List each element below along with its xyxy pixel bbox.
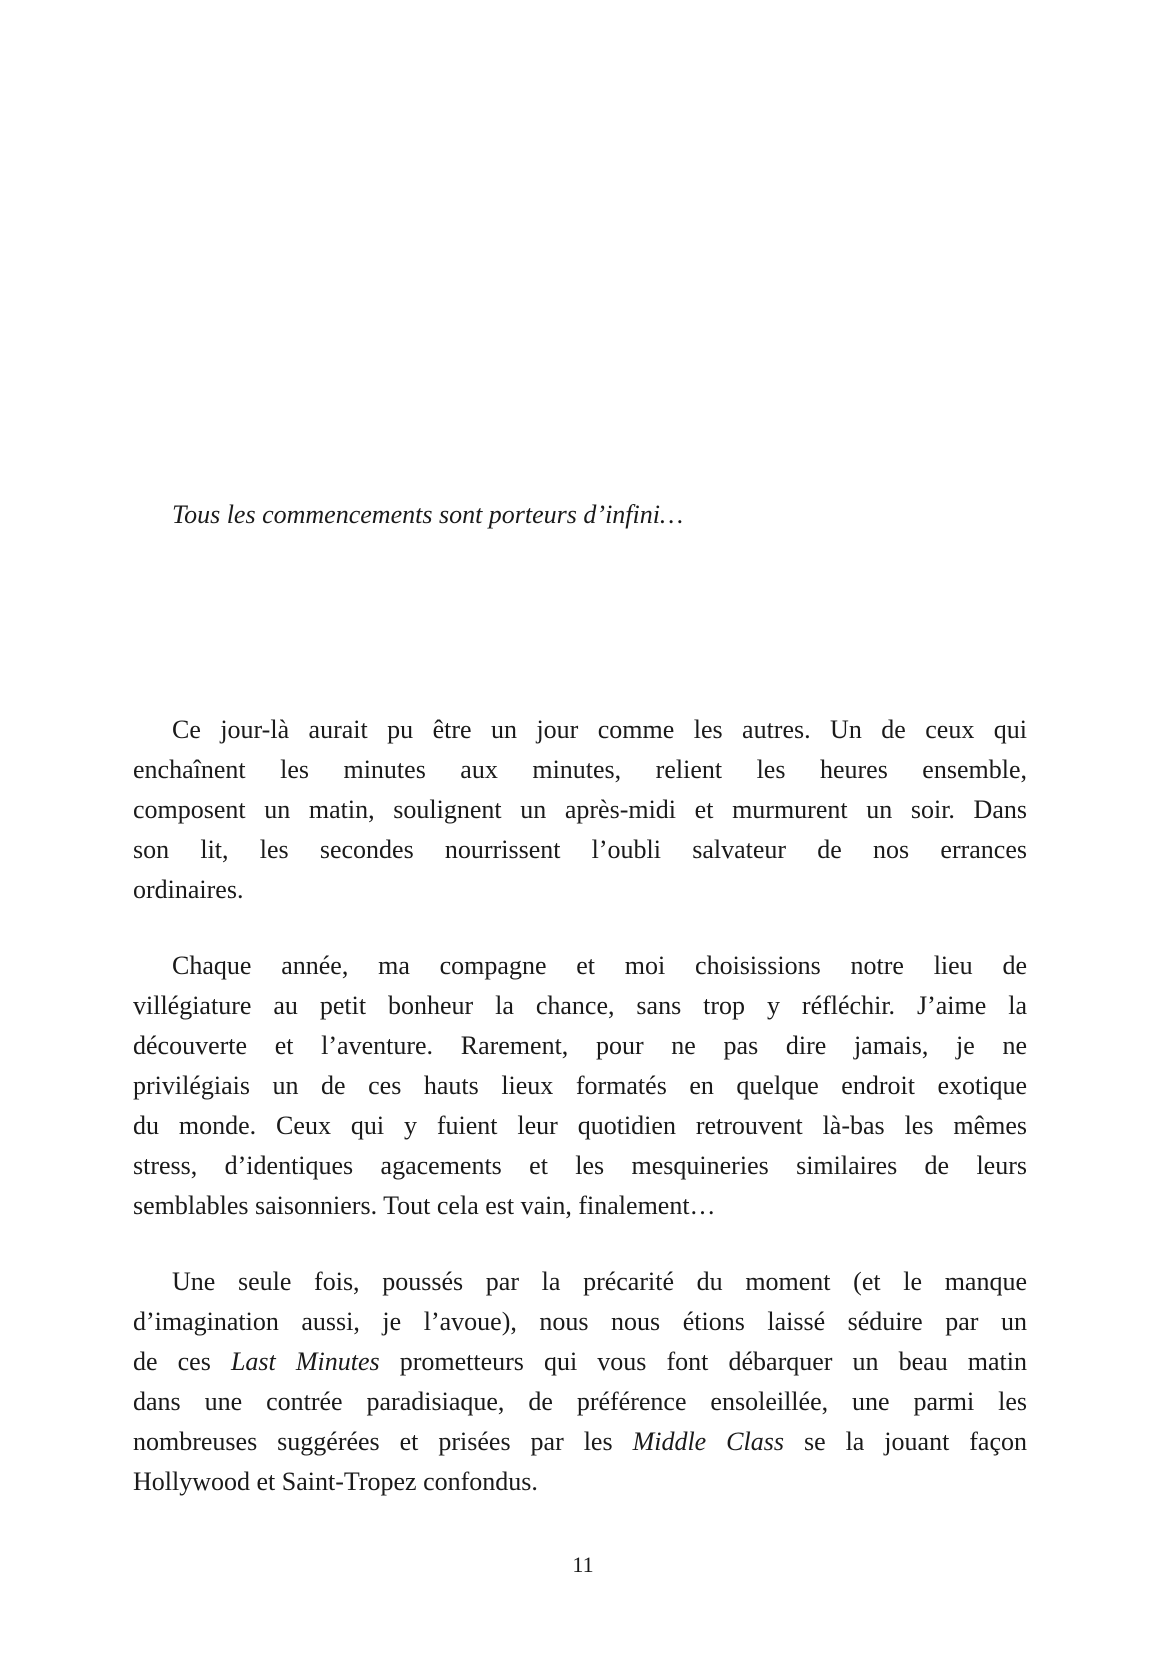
epigraph: Tous les commencements sont porteurs d’infini… bbox=[172, 500, 684, 529]
paragraph-line bbox=[133, 1422, 1027, 1462]
page-number: 11 bbox=[572, 1552, 594, 1577]
paragraph-line: découverte et l’aventure. Rarement, pour ne pas dire jamais, je ne bbox=[133, 1031, 1027, 1060]
paragraph-1 bbox=[133, 710, 1027, 910]
paragraph-line: Hollywood et Saint-Tropez confondus. bbox=[133, 1467, 538, 1496]
paragraph-line: ordinaires. bbox=[133, 875, 244, 904]
paragraph-3 bbox=[133, 1262, 1027, 1502]
paragraph-line: composent un matin, soulignent un après-midi et murmurent un soir. Dans bbox=[133, 795, 1027, 824]
paragraph-line: du monde. Ceux qui y fuient leur quotidien retrouvent là-bas les mêmes bbox=[133, 1111, 1027, 1140]
text-run: nombreuses suggérées et prisées par les bbox=[133, 1427, 633, 1456]
paragraph-line: privilégiais un de ces hauts lieux formatés en quelque endroit exotique bbox=[133, 1071, 1027, 1100]
paragraph-2 bbox=[133, 946, 1027, 1226]
body-text bbox=[133, 710, 1027, 1502]
italic-text: Last Minutes bbox=[230, 1347, 380, 1376]
paragraph-line: stress, d’identiques agacements et les mesquineries similaires de leurs bbox=[133, 1151, 1027, 1180]
paragraph-line: son lit, les secondes nourrissent l’oubli salvateur de nos errances bbox=[133, 835, 1027, 864]
text-run: de ces bbox=[133, 1347, 231, 1376]
paragraph-line: Une seule fois, poussés par la précarité du moment (et le manque bbox=[172, 1267, 1027, 1296]
text-run: prometteurs qui vous font débarquer un beau matin bbox=[379, 1347, 1027, 1376]
italic-text: Middle Class bbox=[632, 1427, 784, 1456]
paragraph-line: semblables saisonniers. Tout cela est vain, finalement… bbox=[133, 1191, 716, 1220]
paragraph-line: villégiature au petit bonheur la chance, sans trop y réfléchir. J’aime la bbox=[133, 991, 1027, 1020]
paragraph-line: dans une contrée paradisiaque, de préférence ensoleillée, une parmi les bbox=[133, 1387, 1027, 1416]
paragraph-line bbox=[133, 1342, 1027, 1382]
text-run: se la jouant façon bbox=[783, 1427, 1027, 1456]
paragraph-line: Ce jour-là aurait pu être un jour comme les autres. Un de ceux qui bbox=[172, 715, 1027, 744]
paragraph-line: Chaque année, ma compagne et moi choisissions notre lieu de bbox=[172, 951, 1027, 980]
paragraph-line: enchaînent les minutes aux minutes, relient les heures ensemble, bbox=[133, 755, 1027, 784]
paragraph-line: d’imagination aussi, je l’avoue), nous nous étions laissé séduire par un bbox=[133, 1307, 1027, 1336]
